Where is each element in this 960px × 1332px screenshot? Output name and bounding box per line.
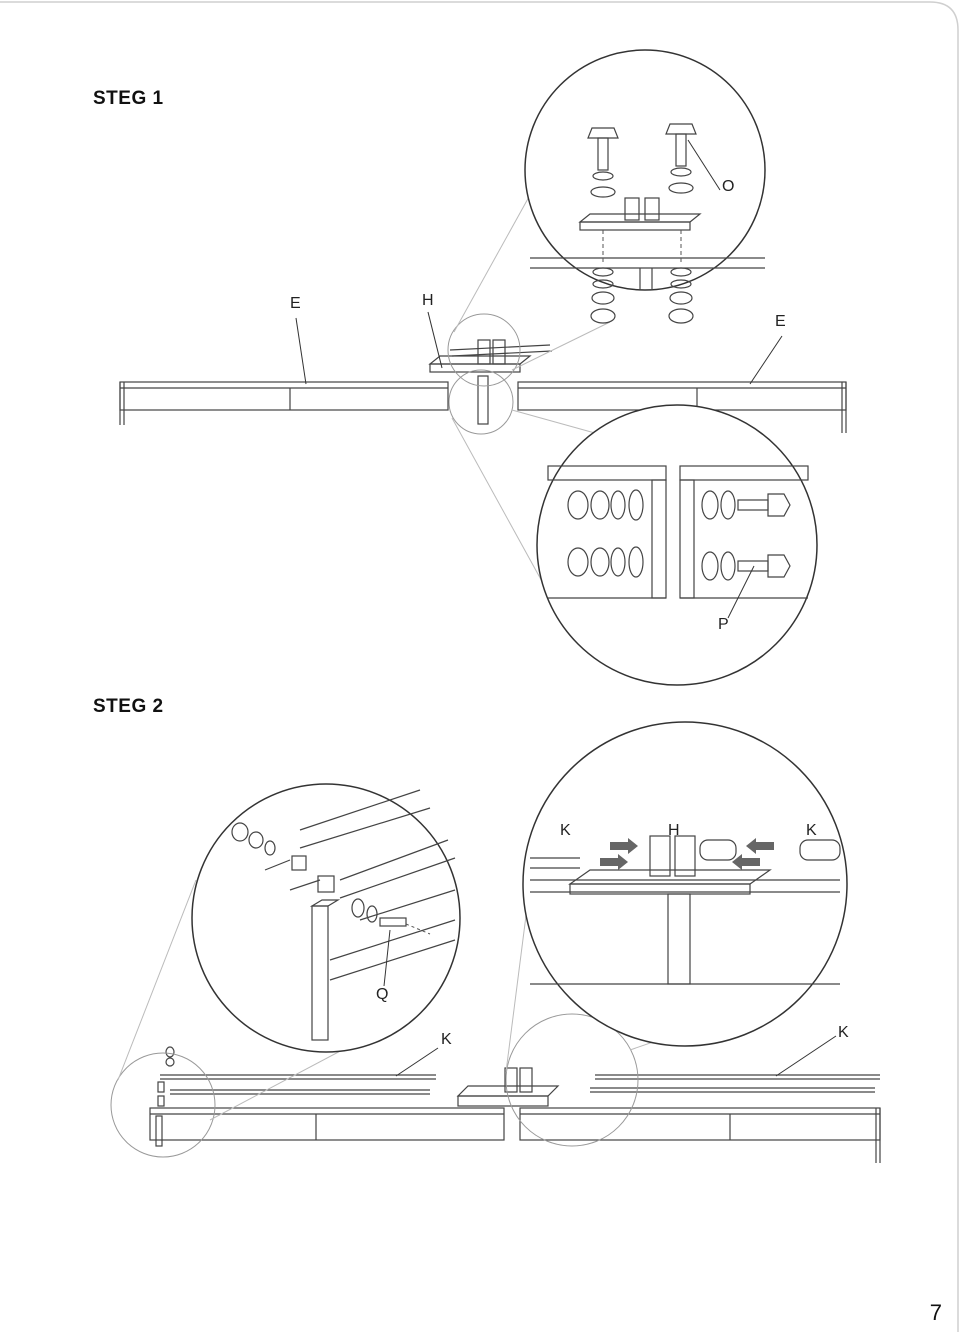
- label-right-beam: E: [775, 313, 786, 330]
- step2-zoom-line: [118, 880, 196, 1080]
- label-rod-left: K: [441, 1031, 452, 1048]
- step2-zoom-line: [506, 900, 528, 1072]
- step2-main-frame: [150, 1047, 880, 1163]
- step1-detail-bottom: [537, 405, 817, 685]
- label-rod-right-detail: K: [806, 822, 817, 839]
- step2-zoom-marker-left: [111, 1053, 215, 1157]
- label-rod-right: K: [838, 1024, 849, 1041]
- step1-zoom-line: [452, 418, 555, 605]
- label-bracket-detail: H: [668, 822, 680, 839]
- step2-detail-right: [523, 722, 847, 1046]
- label-end-bolt: Q: [376, 986, 389, 1003]
- step2-zoom-marker-right: [506, 1014, 638, 1146]
- label-bolt-top: O: [722, 178, 735, 195]
- step2-title: STEG 2: [93, 696, 164, 717]
- label-left-beam: E: [290, 295, 301, 312]
- step2-detail-left: [192, 784, 460, 1052]
- page-number: 7: [929, 1300, 942, 1325]
- label-rod-left-detail: K: [560, 822, 571, 839]
- page-border: [0, 2, 958, 1332]
- step1-zoom-line: [454, 195, 530, 332]
- step1-title: STEG 1: [93, 88, 164, 109]
- label-bracket: H: [422, 292, 434, 309]
- label-bolt-side: P: [718, 616, 729, 633]
